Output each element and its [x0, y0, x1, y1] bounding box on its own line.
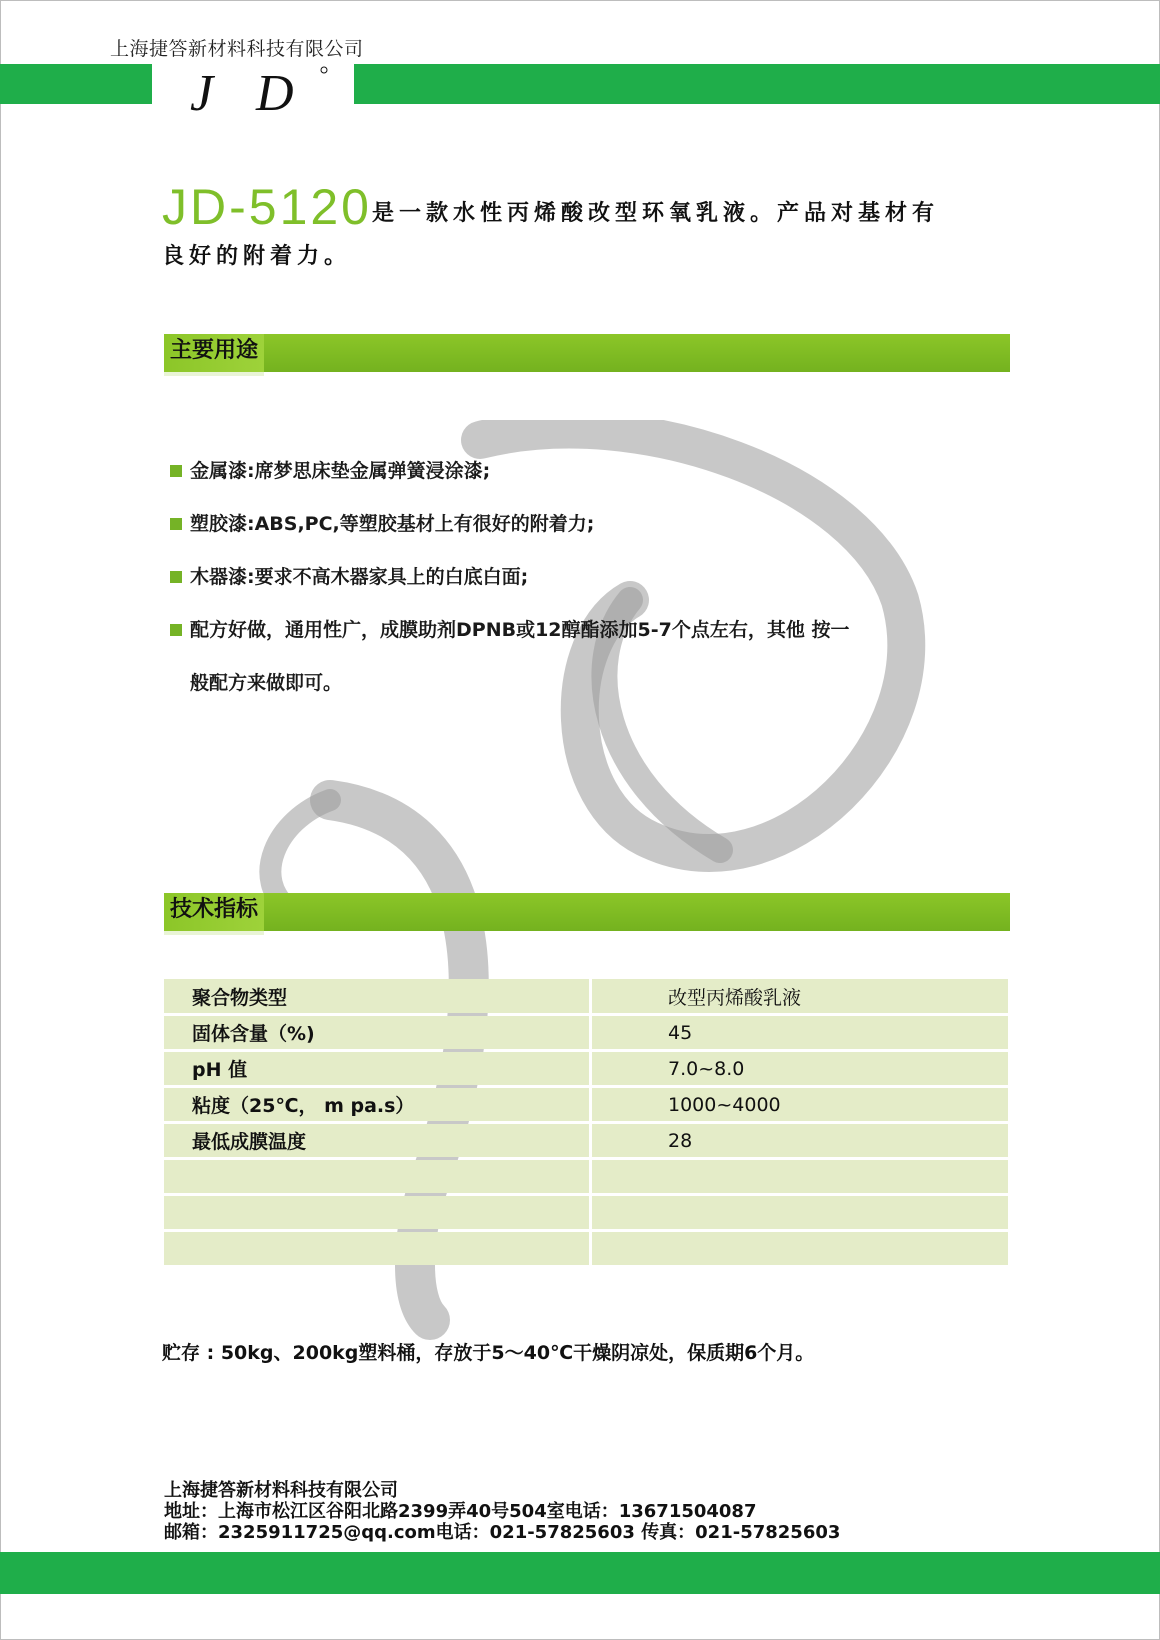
green-square-bullet-icon — [170, 571, 182, 583]
section-title-uses: 主要用途 — [164, 334, 264, 372]
green-square-bullet-icon — [170, 624, 182, 636]
spec-value: 7.0~8.0 — [592, 1052, 1008, 1085]
section-shade — [164, 931, 264, 935]
table-row — [164, 1052, 1008, 1085]
spec-value: 1000~4000 — [592, 1088, 1008, 1121]
spec-value — [592, 1196, 1008, 1229]
spec-key: 固体含量（%) — [164, 1016, 592, 1049]
list-item — [168, 604, 1008, 710]
list-item — [168, 551, 1008, 604]
footer-address: 地址：上海市松江区谷阳北路2399弄40号504室电话：13671504087 — [164, 1501, 757, 1522]
jd-logo — [180, 62, 340, 132]
table-row — [164, 979, 1008, 1013]
spec-table — [164, 976, 1008, 1268]
use-item-text: 塑胶漆:ABS,PC,等塑胶基材上有很好的附着力; — [190, 513, 595, 535]
spec-value: 改型丙烯酸乳液 — [592, 979, 1008, 1013]
spec-key — [164, 1196, 592, 1229]
header-band-right — [354, 64, 1160, 104]
spec-key — [164, 1160, 592, 1193]
section-title-specs: 技术指标 — [164, 893, 264, 931]
footer-contact — [164, 1480, 840, 1543]
spec-key: 聚合物类型 — [164, 979, 592, 1013]
list-item — [168, 445, 1008, 498]
header-band-left — [0, 64, 152, 104]
use-item-continuation: 般配方来做即可。 — [190, 672, 343, 694]
section-bar-specs — [164, 893, 1010, 931]
spec-value: 45 — [592, 1016, 1008, 1049]
spec-value: 28 — [592, 1124, 1008, 1157]
footer-band — [0, 1552, 1160, 1594]
section-bar-uses — [164, 334, 1010, 372]
spec-key: pH 值 — [164, 1052, 592, 1085]
green-square-bullet-icon — [170, 518, 182, 530]
table-row — [164, 1124, 1008, 1157]
spec-key: 最低成膜温度 — [164, 1124, 592, 1157]
table-row — [164, 1088, 1008, 1121]
spec-value — [592, 1232, 1008, 1265]
svg-text:J: J — [190, 65, 214, 122]
section-shade — [164, 372, 264, 376]
use-item-text: 金属漆:席梦思床垫金属弹簧浸涂漆; — [190, 460, 491, 482]
spec-value — [592, 1160, 1008, 1193]
storage-info: 贮存 : 50kg、200kg塑料桶，存放于5～40℃干燥阴凉处，保质期6个月。 — [162, 1342, 815, 1364]
intro-line-1: 是一款水性丙烯酸改型环氧乳液。产品对基材有 — [372, 201, 940, 226]
table-row — [164, 1232, 1008, 1265]
use-item-text: 木器漆:要求不高木器家具上的白底白面; — [190, 566, 529, 588]
list-item — [168, 498, 1008, 551]
table-row — [164, 1196, 1008, 1229]
intro-line-2: 良好的附着力。 — [162, 244, 352, 269]
green-square-bullet-icon — [170, 465, 182, 477]
table-row — [164, 1016, 1008, 1049]
uses-list — [168, 445, 1008, 710]
spec-key — [164, 1232, 592, 1265]
footer-email-phone: 邮箱：2325911725@qq.com电话：021-57825603 传真：021-57825603 — [164, 1522, 841, 1543]
footer-company: 上海捷答新材料科技有限公司 — [164, 1480, 398, 1501]
header-company-name: 上海捷答新材料科技有限公司 — [110, 38, 364, 60]
svg-text:D: D — [256, 65, 294, 122]
product-model: JD-5120 — [162, 179, 372, 235]
table-row — [164, 1160, 1008, 1193]
use-item-text: 配方好做，通用性广，成膜助剂DPNB或12醇酯添加5-7个点左右，其他 按一 — [190, 619, 850, 641]
spec-key: 粘度（25℃， m pa.s） — [164, 1088, 592, 1121]
product-intro — [162, 178, 1002, 269]
